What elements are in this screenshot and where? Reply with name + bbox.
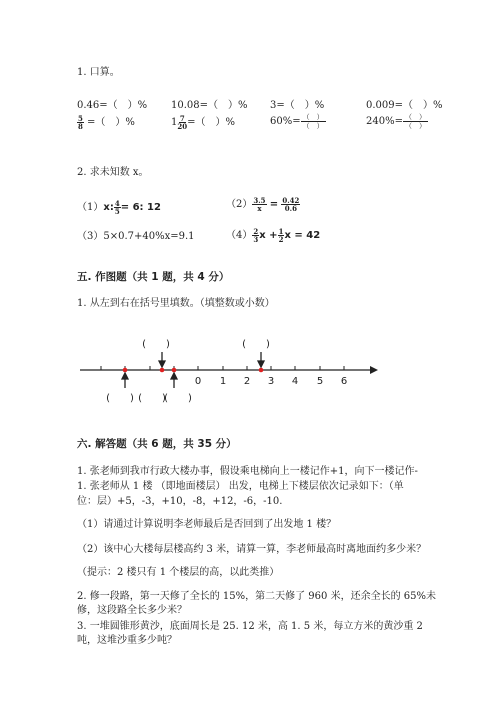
bottom-bracket-2: ( ) [138,393,166,404]
tick-label-5: 5 [316,376,324,387]
p1-hint: （提示：2 楼只有 1 个楼层的高，以此类推） [77,567,280,578]
tick-label-3: 3 [267,376,275,387]
tick-labels [195,376,347,387]
arrow-up-1 [122,373,128,388]
p1-line-2: 1. 张老师从 1 楼 （即地面楼层） 出发，电梯上下楼层依次记录如下：（单 [77,481,404,492]
section-5-heading: 五. 作图题（共 1 题，共 4 分） [77,271,230,283]
arrow-down-2 [258,352,264,367]
tick-label-2: 2 [243,376,251,387]
bottom-bracket-3: ( ) [164,393,192,404]
q2-eq-3: （3）5×0.7+40%x=9.1 [77,231,195,242]
tick-label-1: 1 [219,376,227,387]
tick-label-4: 4 [291,376,299,387]
q1-item-5: $\frac{5}{8}$ =（ ）% [78,114,135,131]
arrow-up-2 [171,373,177,388]
q5-question: 1. 从左到右在括号里填数。（填整数或小数） [77,298,275,309]
q1-item-4: 0.009=（ ）% [366,100,443,111]
q1-item-2: 10.08=（ ）% [171,100,248,111]
p1-line-3: 位：层）+5，-3，+10，-8，+12，-6，-10. [77,496,283,507]
q1-item-8: 240%= （ ） （ ） [366,113,426,130]
p2-line-1: 2. 修一段路，第一天修了全长的 15%，第二天修了 960 米，还余全长的 65%未 [77,591,436,602]
q2-eq-1: （1）x: $\frac{4}{5}$ = 6: 12 [77,199,161,216]
q2-eq-4: （4） $\frac{2}{3}$ x + $\frac{1}{2}$ x = 42 [226,227,321,244]
q1-item-7: 60%= （ ） （ ） [270,113,324,130]
tick-label-6: 6 [340,376,348,387]
top-bracket-2: ( ) [242,339,270,350]
p3-line-2: 吨，这堆沙重多少吨？ [77,635,177,646]
p1-sub-1: （1）请通过计算说明李老师最后是否回到了出发地 1 楼？ [77,519,337,530]
section-6-heading: 六. 解答题（共 6 题，共 35 分） [77,438,237,450]
bottom-bracket-1: ( ) [106,393,134,404]
p3-line-1: 3. 一堆圆锥形黄沙，底面周长是 25. 12 米，高 1. 5 米，每立方米的黄沙重 2 [77,621,423,632]
arrow-down-1 [159,352,165,367]
number-line-figure [70,330,390,410]
tick-label-0: 0 [194,376,202,387]
p2-line-2: 修，这段路全长多少米？ [77,605,187,616]
top-bracket-1: ( ) [142,339,170,350]
p1-sub-2: （2）该中心大楼每层楼高约 3 米，请算一算，李老师最高时离地面约多少米？ [77,544,427,555]
q2-title: 2. 求未知数 x。 [77,167,149,178]
number-line-arrowhead [370,366,378,374]
q1-item-1: 0.46=（ ）% [77,100,148,111]
p1-line-1: 1. 张老师到我市行政大楼办事，假设乘电梯向上一楼记作+1，向下一楼记作- [77,466,418,477]
q1-item-6: 1 $\frac{7}{20}$ =（ ）% [171,114,236,131]
q1-title: 1. 口算。 [77,67,120,78]
q1-item-3: 3=（ ）% [270,100,325,111]
q2-eq-2: （2） $\frac{3.5}{x}$ = $\frac{0.42}{0.6}$ [226,196,300,213]
